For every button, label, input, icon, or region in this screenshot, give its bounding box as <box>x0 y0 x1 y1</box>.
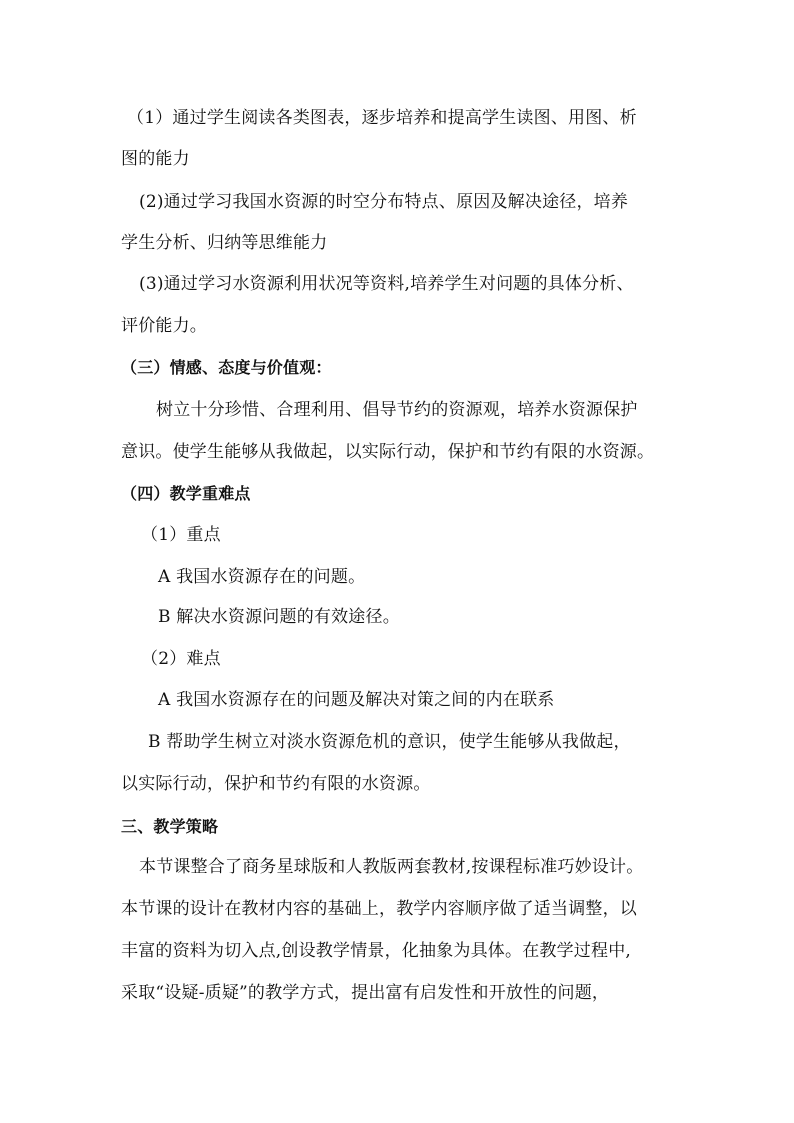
difficult-points-heading: （2）难点 <box>141 649 221 669</box>
values-paragraph-line-1: 树立十分珍惜、合理利用、倡导节约的资源观，培养水资源保护 <box>156 400 638 420</box>
difficult-point-a: A 我国水资源存在的问题及解决对策之间的内在联系 <box>158 690 555 710</box>
difficult-point-b-line-2: 以实际行动，保护和节约有限的水资源。 <box>121 774 431 794</box>
section-heading-teaching-strategy: 三、教学策略 <box>121 817 219 836</box>
objective-2-line-2: 学生分析、归纳等思维能力 <box>121 233 328 253</box>
key-point-a: A 我国水资源存在的问题。 <box>158 567 366 587</box>
values-paragraph-line-2: 意识。使学生能够从我做起，以实际行动，保护和节约有限的水资源。 <box>121 442 655 462</box>
strategy-paragraph-line-3: 丰富的资料为切入点,创设教学情景，化抽象为具体。在教学过程中, <box>121 941 632 961</box>
section-heading-emotion-attitude-values: （三）情感、态度与价值观： <box>121 358 332 377</box>
objective-2-line-1: (2)通过学习我国水资源的时空分布特点、原因及解决途径，培养 <box>139 192 629 212</box>
section-heading-key-difficult-points: （四）教学重难点 <box>121 484 251 503</box>
strategy-paragraph-line-4: 采取“设疑-质疑”的教学方式，提出富有启发性和开放性的问题， <box>121 983 610 1003</box>
key-points-heading: （1）重点 <box>141 525 221 545</box>
difficult-point-b-line-1: B 帮助学生树立对淡水资源危机的意识，使学生能够从我做起， <box>148 732 631 752</box>
objective-3-line-2: 评价能力。 <box>121 316 207 336</box>
key-point-b: B 解决水资源问题的有效途径。 <box>158 607 400 627</box>
objective-1-line-2: 图的能力 <box>121 149 190 169</box>
objective-1-line-1: （1）通过学生阅读各类图表，逐步培养和提高学生读图、用图、析 <box>127 108 637 128</box>
objective-3-line-1: (3)通过学习水资源利用状况等资料,培养学生对问题的具体分析、 <box>139 274 634 294</box>
strategy-paragraph-line-1: 本节课整合了商务星球版和人教版两套教材,按课程标准巧妙设计。 <box>139 857 644 877</box>
strategy-paragraph-line-2: 本节课的设计在教材内容的基础上，教学内容顺序做了适当调整，以 <box>121 899 637 919</box>
